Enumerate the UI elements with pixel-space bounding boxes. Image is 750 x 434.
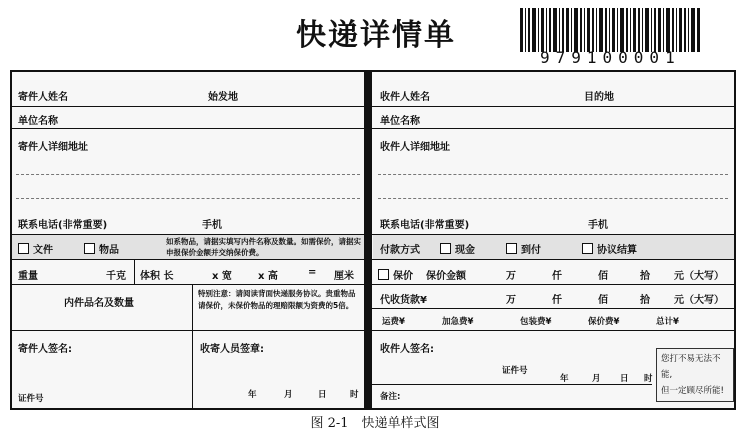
figure-caption: 图 2-1 快递单样式图 — [310, 416, 440, 431]
kg-label: 千克 — [106, 271, 126, 282]
freight-label: 运费¥ — [382, 317, 405, 327]
receiver-name-label: 收件人姓名 — [380, 92, 430, 103]
sender-name-label: 寄件人姓名 — [18, 92, 68, 103]
goods-checkbox[interactable]: 物品 — [84, 241, 119, 256]
receiver-mobile-label: 手机 — [588, 220, 608, 231]
yuan-uppercase-label: 元（大写） — [674, 295, 724, 306]
urgent-fee-label: 加急费¥ — [442, 317, 474, 327]
equals-label: = — [308, 267, 317, 278]
barcode-number: 979100001 — [540, 48, 681, 67]
stamp-line-1: 您打不易无法不能, — [661, 354, 721, 380]
destination-label: 目的地 — [584, 92, 614, 103]
checkbox-icon — [18, 243, 29, 254]
special-note: 特别注意：请阅读背面快递服务协议。贵重物品请保价，未保价物品的理赔限额为资费的5倍。 — [198, 289, 356, 310]
courier-sign-label: 收寄人员签章: — [200, 344, 264, 355]
receiver-id-label: 证件号 — [502, 366, 528, 376]
sender-id-label: 证件号 — [18, 394, 44, 404]
contract-checkbox[interactable]: 协议结算 — [582, 241, 637, 256]
hour-label: 时 — [644, 374, 653, 384]
shi-label: 拾 — [640, 295, 650, 306]
insure-amount-label: 保价金额 — [426, 271, 466, 282]
year-label: 年 — [560, 374, 569, 384]
origin-label: 始发地 — [208, 92, 238, 103]
total-label: 总计¥ — [656, 317, 679, 327]
qian-label: 仟 — [552, 271, 562, 282]
center-divider — [364, 72, 372, 408]
document-checkbox[interactable]: 文件 — [18, 241, 53, 256]
checkbox-icon — [506, 243, 517, 254]
wan-label: 万 — [506, 271, 516, 282]
volume-height-label: x 高 — [258, 271, 278, 282]
wan-label: 万 — [506, 295, 516, 306]
slogan-stamp — [656, 348, 734, 402]
receiver-address-label: 收件人详细地址 — [380, 142, 450, 153]
content-note: 如系物品，请据实填写内件名称及数量。如需保价，请据实申报保价金额并交纳保价费。 — [166, 237, 361, 257]
barcode — [520, 8, 700, 52]
payment-method-label: 付款方式 — [380, 245, 420, 256]
month-label: 月 — [284, 390, 293, 400]
volume-length-label: 体积 长 — [140, 271, 174, 282]
sender-address-label: 寄件人详细地址 — [18, 142, 88, 153]
shi-label: 拾 — [640, 271, 650, 282]
collect-payment-label: 代收货款¥ — [380, 295, 427, 306]
checkbox-icon — [582, 243, 593, 254]
bai-label: 佰 — [598, 271, 608, 282]
insure-checkbox[interactable]: 保价 — [378, 267, 413, 282]
cash-checkbox[interactable]: 现金 — [440, 241, 475, 256]
hour-label: 时 — [350, 390, 359, 400]
sender-sign-label: 寄件人签名: — [18, 344, 72, 355]
day-label: 日 — [318, 390, 327, 400]
checkbox-icon — [84, 243, 95, 254]
waybill-form — [10, 70, 736, 410]
receiver-phone-label: 联系电话(非常重要) — [380, 220, 470, 231]
qian-label: 仟 — [552, 295, 562, 306]
checkbox-icon — [440, 243, 451, 254]
packing-fee-label: 包装费¥ — [520, 317, 552, 327]
yuan-uppercase-label: 元（大写） — [674, 271, 724, 282]
stamp-line-2: 但一定顾尽所能! — [661, 386, 724, 396]
items-label: 内件品名及数量 — [64, 298, 134, 309]
remark-label: 备注: — [380, 392, 401, 402]
cod-checkbox[interactable]: 到付 — [506, 241, 541, 256]
sender-phone-label: 联系电话(非常重要) — [18, 220, 108, 231]
sender-mobile-label: 手机 — [202, 220, 222, 231]
receiver-company-label: 单位名称 — [380, 116, 420, 127]
year-label: 年 — [248, 390, 257, 400]
bai-label: 佰 — [598, 295, 608, 306]
form-title: 快递详情单 — [296, 18, 456, 53]
insure-fee-label: 保价费¥ — [588, 317, 620, 327]
volume-width-label: x 宽 — [212, 271, 232, 282]
month-label: 月 — [592, 374, 601, 384]
checkbox-icon — [378, 269, 389, 280]
sender-company-label: 单位名称 — [18, 116, 58, 127]
weight-label: 重量 — [18, 271, 38, 282]
cm-label: 厘米 — [334, 271, 354, 282]
day-label: 日 — [620, 374, 629, 384]
receiver-sign-label: 收件人签名: — [380, 344, 434, 355]
